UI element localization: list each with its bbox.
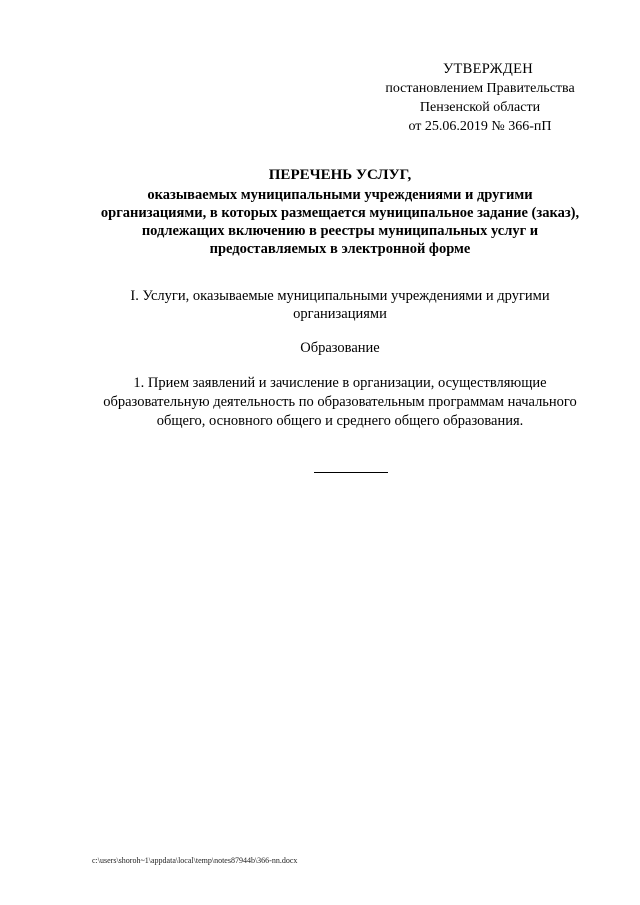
section-title-line: I. Услуги, оказываемые муниципальными учреждениями и другими (130, 288, 550, 304)
heading-line: подлежащих включению в реестры муниципальных услуг и (141, 223, 539, 239)
footer-file-path: c:\users\shoroh~1\appdata\local\temp\notes87944b\366-nn.docx (92, 856, 298, 865)
approval-stamp (380, 60, 580, 136)
document-heading (70, 166, 610, 258)
approval-date-line: от 25.06.2019 № 366-пП (408, 119, 552, 134)
section-title-line: организациями (293, 306, 387, 322)
heading-line: организациями, в которых размещается муниципальное задание (заказ), (100, 205, 580, 221)
document-title: ПЕРЕЧЕНЬ УСЛУГ, (268, 167, 412, 183)
approval-line: постановлением Правительства (385, 81, 575, 96)
section-title (70, 287, 610, 323)
subsection-title: Образование (300, 340, 380, 356)
service-item (70, 374, 610, 431)
approval-title: УТВЕРЖДЕН (442, 61, 534, 77)
heading-line: оказываемых муниципальными учреждениями и другими (147, 187, 533, 203)
service-item-line: образовательную деятельность по образовательным программам начального (103, 394, 577, 410)
approval-line: Пензенской области (419, 100, 541, 115)
heading-line: предоставляемых в электронной форме (209, 241, 471, 257)
service-item-line: общего, основного общего и среднего общего образования. (156, 413, 524, 429)
end-divider (314, 472, 388, 473)
service-item-line: 1. Прием заявлений и зачисление в организации, осуществляющие (133, 375, 547, 391)
